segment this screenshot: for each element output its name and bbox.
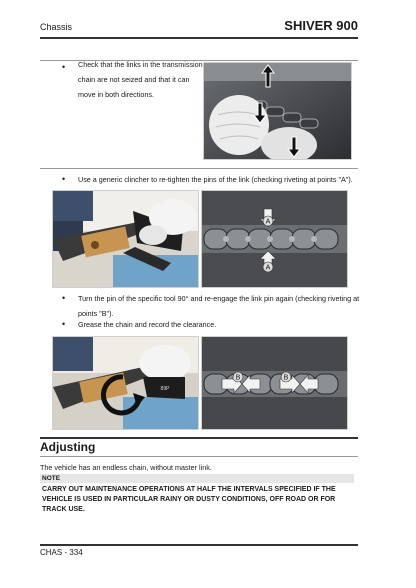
step-1-text <box>78 57 203 102</box>
divider <box>40 456 358 457</box>
section-body: The vehicle has an endless chain, without master link. <box>40 463 212 472</box>
step-1-line: move in both directions. <box>78 90 154 99</box>
label-a: A <box>265 264 271 272</box>
step-3-line: Turn the pin of the specific tool 90° and re-engage the link pin again (checking riveting at <box>78 294 360 303</box>
bullet: • <box>62 293 66 303</box>
divider <box>40 168 358 169</box>
footer-rule <box>40 544 358 546</box>
step-1-line: Check that the links in the transmission <box>78 60 203 69</box>
step-1-line: chain are not seized and that it can <box>78 75 190 84</box>
step-4-text: Grease the chain and record the clearance. <box>78 320 217 329</box>
tool-marking: 89P <box>160 386 170 392</box>
note-label: NOTE <box>42 475 61 482</box>
bullet: • <box>62 174 66 184</box>
bullet: • <box>62 319 66 329</box>
header-title: SHIVER 900 <box>284 18 358 33</box>
section-rule <box>40 437 358 439</box>
section-heading: Adjusting <box>40 440 96 454</box>
step-2-text: Use a generic clincher to re-tighten the pins of the link (checking riveting at points "A"). <box>78 175 353 184</box>
page-number: CHAS - 334 <box>40 548 83 557</box>
label-b: B <box>235 374 241 382</box>
note-text: CARRY OUT MAINTENANCE OPERATIONS AT HALF THE INTERVALS SPECIFIED IF THE VEHICLE IS USED IN PARTICULAR RAINY OR DUSTY CONDITIONS, OFF ROAD OR FOR TRACK USE. <box>42 486 336 513</box>
note-bar <box>40 474 354 483</box>
header-section: Chassis <box>40 22 73 32</box>
header-rule <box>40 37 358 39</box>
label-a: A <box>265 218 271 226</box>
label-b: B <box>283 374 289 382</box>
photo-chain-points-a <box>201 190 348 288</box>
photo-tool-turn <box>52 336 199 430</box>
photo-clincher <box>52 190 199 288</box>
bullet: • <box>62 62 66 72</box>
step-3-line: points "B"). <box>78 309 114 318</box>
photo-chain-points-b <box>201 336 348 430</box>
photo-chain-check <box>203 62 352 160</box>
